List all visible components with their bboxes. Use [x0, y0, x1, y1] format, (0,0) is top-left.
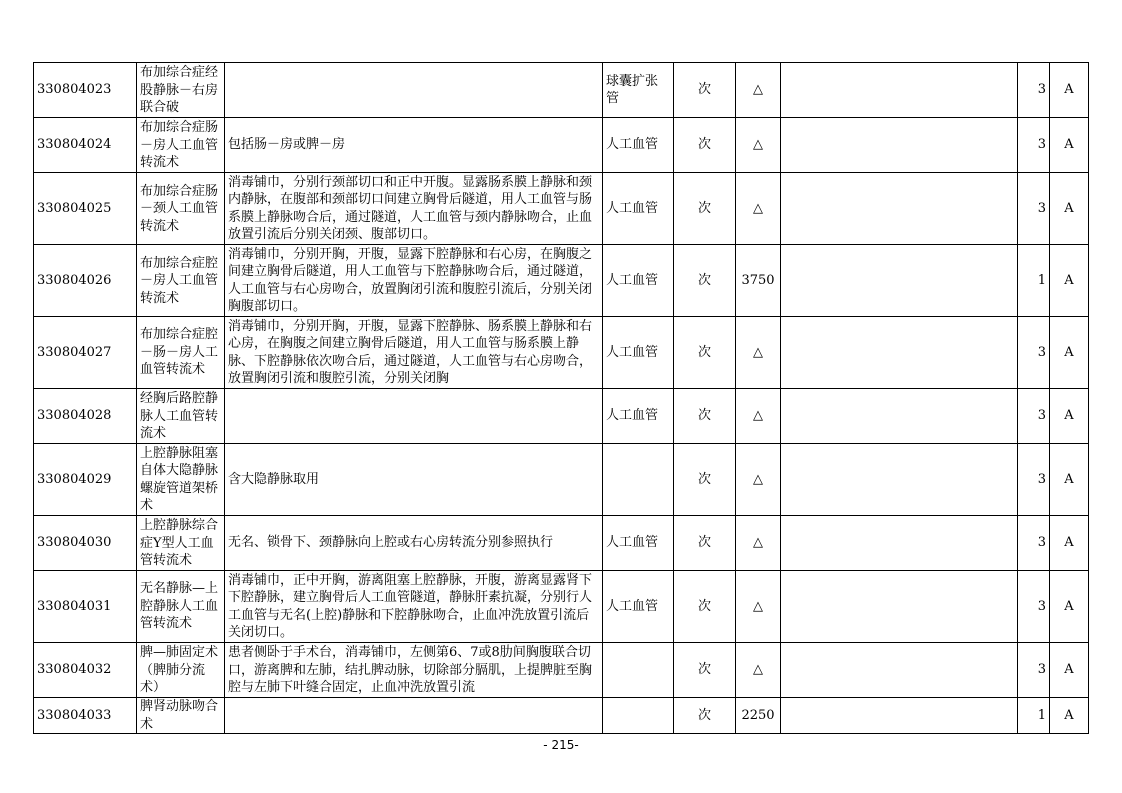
item-note	[781, 698, 1018, 734]
fee-table	[33, 62, 1089, 734]
item-description	[225, 571, 603, 643]
table-row	[34, 444, 1089, 516]
item-price: △	[736, 118, 781, 173]
table-row	[34, 698, 1089, 734]
item-note	[781, 245, 1018, 317]
item-code: 330804032	[34, 643, 137, 698]
excluded-content: 人工血管	[603, 571, 674, 643]
item-note	[781, 63, 1018, 118]
item-name	[137, 389, 225, 444]
item-note	[781, 317, 1018, 389]
item-name-text: 无名静脉—上腔静脉人工血管转流术	[140, 581, 219, 632]
pricing-unit: 次	[674, 317, 736, 389]
pricing-level: 1	[1018, 245, 1050, 317]
pricing-unit: 次	[674, 516, 736, 571]
item-description	[225, 245, 603, 317]
pricing-unit: 次	[674, 444, 736, 516]
item-name	[137, 643, 225, 698]
pricing-level: 1	[1018, 698, 1050, 734]
item-description	[225, 173, 603, 245]
item-code: 330804029	[34, 444, 137, 516]
item-code: 330804026	[34, 245, 137, 317]
item-name-text: 布加综合症肠－房人工血管转流术	[140, 120, 219, 170]
item-category: A	[1050, 63, 1089, 118]
excluded-content: 人工血管	[603, 245, 674, 317]
pricing-level: 3	[1018, 389, 1050, 444]
excluded-content: 人工血管	[603, 516, 674, 571]
item-category: A	[1050, 389, 1089, 444]
item-description-text: 无名、锁骨下、颈静脉向上腔或右心房转流分别参照执行	[228, 535, 554, 551]
pricing-unit: 次	[674, 698, 736, 734]
item-description	[225, 698, 603, 734]
item-description-text: 包括肠－房或脾－房	[228, 137, 346, 153]
item-category: A	[1050, 571, 1089, 643]
excluded-content	[603, 698, 674, 734]
item-description	[225, 444, 603, 516]
pricing-unit: 次	[674, 63, 736, 118]
table-row	[34, 643, 1089, 698]
excluded-content: 人工血管	[603, 317, 674, 389]
item-note	[781, 173, 1018, 245]
excluded-content	[603, 643, 674, 698]
pricing-level: 3	[1018, 444, 1050, 516]
pricing-unit: 次	[674, 173, 736, 245]
item-note	[781, 389, 1018, 444]
item-category: A	[1050, 118, 1089, 173]
pricing-level: 3	[1018, 516, 1050, 571]
item-name-text: 脾肾动脉吻合术	[140, 699, 219, 732]
item-price: △	[736, 444, 781, 516]
item-category: A	[1050, 643, 1089, 698]
item-note	[781, 516, 1018, 571]
table-row	[34, 173, 1089, 245]
pricing-level: 3	[1018, 571, 1050, 643]
page-number: - 215-	[543, 738, 579, 752]
item-code: 330804027	[34, 317, 137, 389]
item-price: △	[736, 317, 781, 389]
item-name	[137, 317, 225, 389]
item-code: 330804023	[34, 63, 137, 118]
item-note	[781, 118, 1018, 173]
pricing-level: 3	[1018, 643, 1050, 698]
item-name	[137, 444, 225, 516]
item-description-text: 含大隐静脉取用	[228, 471, 320, 487]
table-row	[34, 516, 1089, 571]
item-name	[137, 245, 225, 317]
item-description-text: 消毒铺巾，分别开胸，开腹，显露下腔静脉、肠系膜上静脉和右心房，在胸腹之间建立胸骨后隧道，用人工血管与肠系膜上静脉、下腔静脉依次吻合后，通过隧道，人工血管与右心房吻合，放置胸闭引流和腹腔引流，分别关闭胸	[228, 318, 593, 386]
item-code: 330804033	[34, 698, 137, 734]
item-description	[225, 516, 603, 571]
pricing-unit: 次	[674, 245, 736, 317]
item-description-text: 消毒铺巾，分别开胸，开腹，显露下腔静脉和右心房，在胸腹之间建立胸骨后隧道，用人工血管与下腔静脉吻合后，通过隧道，人工血管与右心房吻合，放置胸闭引流和腹腔引流后，分别关闭胸腹部切口。	[228, 246, 593, 314]
item-note	[781, 643, 1018, 698]
item-note	[781, 571, 1018, 643]
item-category: A	[1050, 173, 1089, 245]
item-name-text: 上腔静脉阻塞自体大隐静脉螺旋管道架桥术	[140, 445, 219, 513]
item-price: 2250	[736, 698, 781, 734]
item-code: 330804031	[34, 571, 137, 643]
pricing-unit: 次	[674, 118, 736, 173]
excluded-content: 球囊扩张管	[603, 63, 674, 118]
item-price: △	[736, 389, 781, 444]
item-code: 330804028	[34, 389, 137, 444]
table-row	[34, 63, 1089, 118]
item-price: 3750	[736, 245, 781, 317]
item-code: 330804025	[34, 173, 137, 245]
item-name-text: 布加综合症腔－肠－房人工血管转流术	[140, 327, 219, 378]
item-name	[137, 516, 225, 571]
item-description-text: 消毒铺巾，分别行颈部切口和正中开腹。显露肠系膜上静脉和颈内静脉，在腹部和颈部切口间建立胸骨后隧道，用人工血管与肠系膜上静脉吻合后，通过隧道，人工血管与颈内静脉吻合，止血放置引流后分别关闭颈、腹部切口。	[228, 174, 593, 242]
excluded-content: 人工血管	[603, 173, 674, 245]
table-row	[34, 389, 1089, 444]
item-price: △	[736, 516, 781, 571]
item-name-text: 布加综合症经股静脉－右房联合破	[140, 65, 219, 115]
item-name	[137, 698, 225, 734]
table-row	[34, 317, 1089, 389]
item-name-text: 布加综合症腔－房人工血管转流术	[140, 255, 219, 306]
pricing-level: 3	[1018, 317, 1050, 389]
item-price: △	[736, 63, 781, 118]
item-name-text: 布加综合症肠－颈人工血管转流术	[140, 183, 219, 234]
item-category: A	[1050, 317, 1089, 389]
item-note	[781, 444, 1018, 516]
item-description	[225, 63, 603, 118]
item-name	[137, 63, 225, 118]
item-name-text: 经胸后路腔静脉人工血管转流术	[140, 391, 219, 441]
item-description	[225, 389, 603, 444]
item-code: 330804030	[34, 516, 137, 571]
item-category: A	[1050, 245, 1089, 317]
pricing-level: 3	[1018, 173, 1050, 245]
pricing-unit: 次	[674, 389, 736, 444]
excluded-content	[603, 444, 674, 516]
item-name	[137, 571, 225, 643]
pricing-unit: 次	[674, 571, 736, 643]
table-row	[34, 118, 1089, 173]
item-category: A	[1050, 516, 1089, 571]
pricing-level: 3	[1018, 118, 1050, 173]
table-row	[34, 245, 1089, 317]
item-category: A	[1050, 698, 1089, 734]
item-description	[225, 643, 603, 698]
table-row	[34, 571, 1089, 643]
item-price: △	[736, 571, 781, 643]
pricing-level: 3	[1018, 63, 1050, 118]
item-name-text: 脾—肺固定术（脾肺分流术）	[140, 645, 219, 695]
item-name	[137, 118, 225, 173]
item-name	[137, 173, 225, 245]
item-category: A	[1050, 444, 1089, 516]
pricing-unit: 次	[674, 643, 736, 698]
item-description-text: 消毒铺巾，正中开胸，游离阻塞上腔静脉，开腹，游离显露肾下下腔静脉，建立胸骨后人工血管隧道，静脉肝素抗凝，分别行人工血管与无名(上腔)静脉和下腔静脉吻合，止血冲洗放置引流后关闭切口。	[228, 572, 593, 640]
item-description	[225, 317, 603, 389]
excluded-content: 人工血管	[603, 118, 674, 173]
item-name-text: 上腔静脉综合症Y型人工血管转流术	[140, 518, 219, 568]
item-price: △	[736, 643, 781, 698]
item-code: 330804024	[34, 118, 137, 173]
item-description-text: 患者侧卧于手术台，消毒铺巾，左侧第6、7或8肋间胸腹联合切口，游离脾和左肺，结扎脾动脉，切除部分膈肌，上提脾脏至胸腔与左肺下叶缝合固定，止血冲洗放置引流	[228, 645, 593, 695]
excluded-content: 人工血管	[603, 389, 674, 444]
item-price: △	[736, 173, 781, 245]
item-description	[225, 118, 603, 173]
